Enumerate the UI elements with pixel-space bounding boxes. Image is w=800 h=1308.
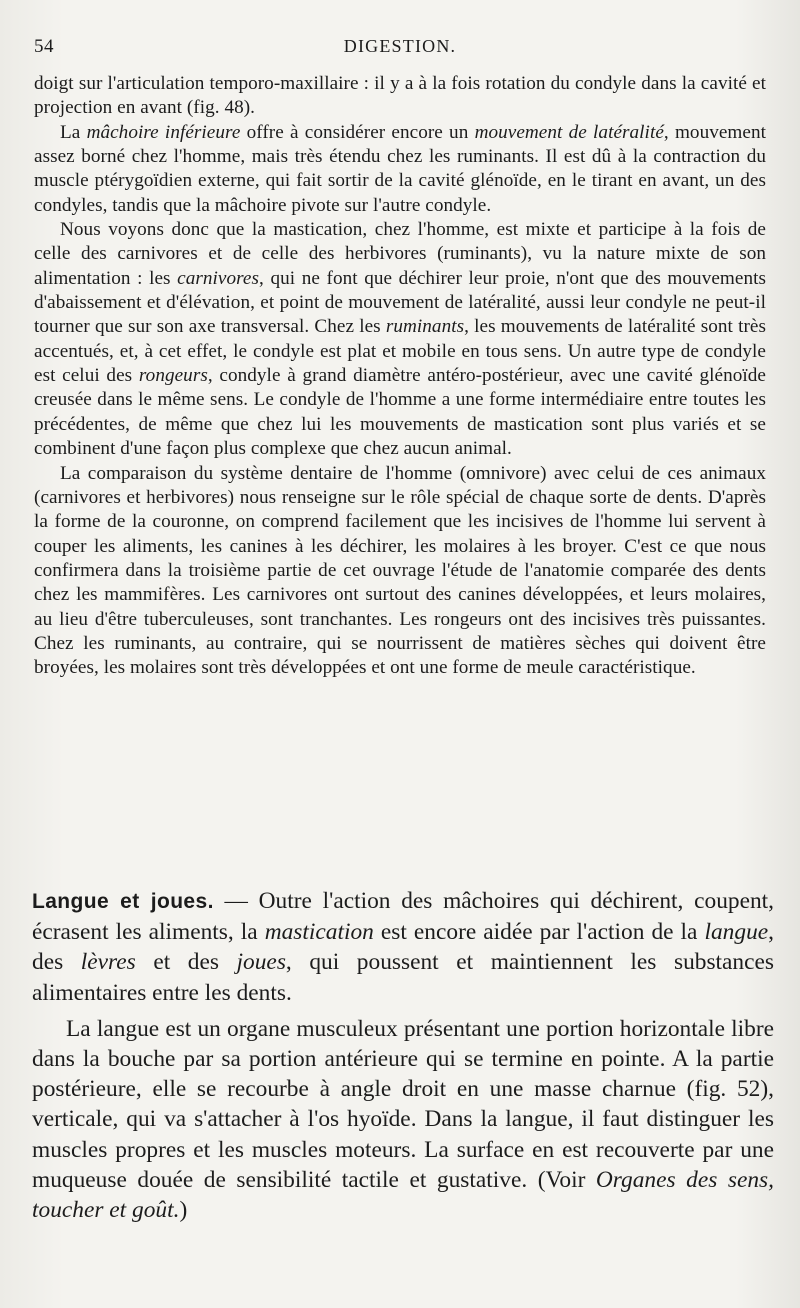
small-print-body [34, 72, 766, 681]
term-mastication: mastication [264, 919, 374, 946]
term-ruminants: ruminants [385, 316, 465, 338]
term-lips: lèvres [80, 949, 136, 976]
term-lower-jaw: mâchoire inférieure [86, 121, 241, 143]
paragraph-lower-jaw: La mâchoire inférieure offre à considérer encore un mouvement de latéralité, mouvement assez borné chez l'homme, mais très étendu chez les ruminants. Il est dû à la contraction du muscle ptérygoïdien externe, qui fait sortir de la cavité glénoïde, en le tirant en avant, un des condyles, tandis que la mâchoire pivote sur l'autre condyle. [34, 121, 766, 216]
page-number: 54 [34, 36, 54, 57]
paragraph-continued: doigt sur l'articulation temporo-maxillaire : il y a à la fois rotation du condyle dans la cavité et projection en avant (fig. 48). [34, 73, 766, 119]
term-cheeks: joues [236, 949, 286, 976]
paragraph-tongue-intro: Langue et joues. — Outre l'action des mâchoires qui déchirent, coupent, écrasent les aliments, la mastication est encore aidée par l'action de la langue, des lèvres et des joues, qui poussent et maintiennent les substances alimentaires entre les dents. [32, 888, 775, 1006]
term-rodents: rongeurs [138, 365, 208, 387]
section-title: Langue et joues. [32, 890, 214, 913]
page-header [34, 36, 766, 60]
paragraph-mastication-types: Nous voyons donc que la mastication, chez l'homme, est mixte et participe à la fois de celle des carnivores et de celle des herbivores (ruminants), vu la nature mixte de son alimentation : les carnivores, qui ne font que déchirer leur proie, n'ont que des mouvements d'abaissement et d'élévation, et point de mouvement de latéralité, aussi leur condyle ne peut-il tourner que sur son axe transversal. Chez les ruminants, les mouvements de latéralité sont très accentués, et, à cet effet, le condyle est plat et mobile en tous sens. Un autre type de condyle est celui des rongeurs, condyle à grand diamètre antéro-postérieur, avec une cavité glénoïde creusée dans le même sens. Le condyle de l'homme a une forme intermédiaire entre toutes les précédentes, de même que chez lui les mouvements de mastication sont plus variés et se combinent d'une façon plus complexe que chez aucun animal. [34, 219, 766, 460]
term-carnivores: carnivores [177, 267, 259, 289]
running-head: DIGESTION. [343, 36, 457, 56]
paragraph-tongue-anatomy: La langue est un organe musculeux présentant une portion horizontale libre dans la bouche par sa portion antérieure qui se termine en pointe. A la partie postérieure, elle se recourbe à angle droit en une masse charnue (fig. 52), verticale, qui va s'attacher à l'os hyoïde. Dans la langue, il faut distinguer les muscles propres et les muscles moteurs. La surface en est recouverte par une muqueuse douée de sensibilité tactile et gustative. (Voir Organes des sens, toucher et goût.) [32, 1015, 774, 1224]
term-tongue: langue [704, 919, 769, 946]
section-tongue-cheeks [32, 886, 775, 1225]
cross-reference: Organes des sens, toucher et goût. [32, 1166, 774, 1224]
term-lateral-movement: mouvement de latéralité [474, 121, 664, 143]
paragraph-dental-comparison: La comparaison du système dentaire de l'homme (omnivore) avec celui de ces animaux (carnivores et herbivores) nous renseigne sur le rôle spécial de chaque sorte de dents. D'après la forme de la couronne, on comprend facilement que les incisives de l'homme lui servent à couper les aliments, les canines à les déchirer, les molaires à les broyer. C'est ce que nous confirmera dans la troisième partie de cet ouvrage l'étude de l'anatomie comparée des dents chez les mammifères. Les carnivores ont surtout des canines développées, et leurs molaires, au lieu d'être tuberculeuses, sont tranchantes. Les rongeurs ont des incisives très puissantes. Chez les ruminants, au contraire, qui se nourrissent de matières sèches qui doivent être broyées, les molaires sont très développées et ont une forme de meule caractéristique. [34, 462, 766, 679]
